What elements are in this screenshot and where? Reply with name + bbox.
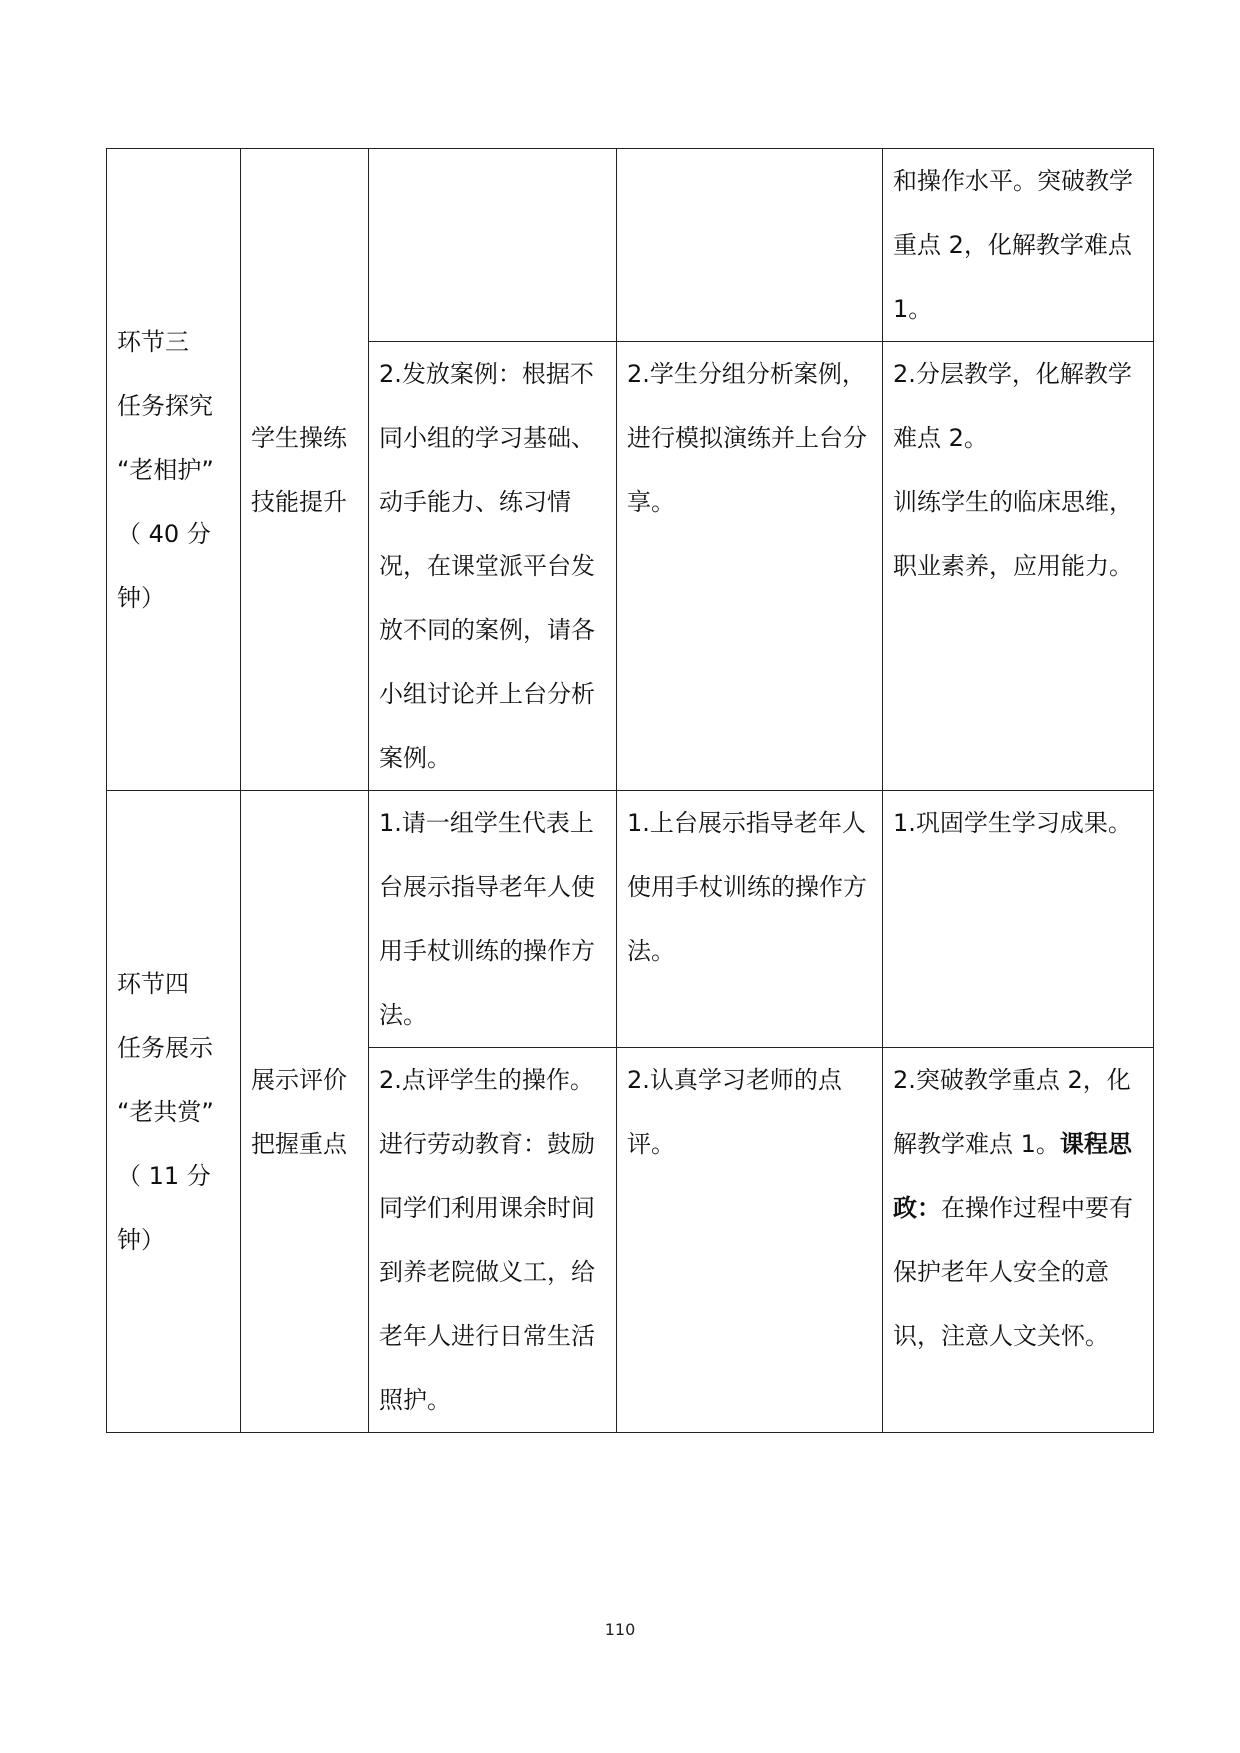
design-intent-cell	[883, 342, 1154, 791]
table-row	[107, 149, 1154, 342]
design-intent-lead: 2.突破教学重点 2，化解教学难点 1。	[893, 1066, 1131, 1158]
teacher-activity-text: 2.点评学生的操作。	[379, 1066, 594, 1094]
teacher-activity-text: 2.发放案例：根据不同小组的学习基础、动手能力、练习情况，在课堂派平台发放不同的案例，请各小组讨论并上台分析案例。	[379, 360, 595, 772]
lesson-plan-table	[106, 148, 1154, 1433]
stage-title: 任务探究	[117, 391, 213, 420]
design-intent-text: 训练学生的临床思维，职业素养，应用能力。	[893, 488, 1133, 580]
table-row	[107, 791, 1154, 1048]
design-intent-text: 和操作水平。突破教学重点 2，化解教学难点 1。	[893, 167, 1133, 323]
page-number: 110	[604, 1620, 636, 1639]
stage-label: 环节三	[117, 327, 189, 356]
teacher-activity-cell	[369, 342, 617, 791]
design-intent-text	[893, 1048, 1145, 1368]
ideology-label: 课程思政：	[893, 1130, 1132, 1222]
stage-duration: （ 40 分	[117, 519, 211, 548]
goal-line: 展示评价	[251, 1065, 347, 1094]
goal-line: 学生操练	[251, 423, 347, 452]
student-activity-cell	[617, 342, 883, 791]
teacher-activity-cell	[369, 791, 617, 1048]
student-activity-text: 2.学生分组分析案例，进行模拟演练并上台分享。	[627, 360, 867, 516]
student-activity-cell	[617, 1048, 883, 1433]
design-intent-detail: 在操作过程中要有保护老年人安全的意识，注意人文关怀。	[893, 1194, 1133, 1350]
goal-cell-section4	[241, 791, 369, 1433]
student-activity-text: 2.认真学习老师的点评。	[627, 1066, 842, 1158]
teacher-activity-text: 1.请一组学生代表上台展示指导老年人使用手杖训练的操作方法。	[379, 809, 595, 1029]
student-activity-text: 1.上台展示指导老年人使用手杖训练的操作方法。	[627, 809, 867, 965]
stage-title: 任务展示	[117, 1033, 213, 1062]
design-intent-text: 1.巩固学生学习成果。	[893, 809, 1132, 837]
stage-cell-section4	[107, 791, 241, 1433]
goal-cell-section3	[241, 149, 369, 791]
stage-cell-section3	[107, 149, 241, 791]
teacher-activity-cell	[369, 1048, 617, 1433]
teacher-activity-text: 进行劳动教育：鼓励同学们利用课余时间到养老院做义工，给老年人进行日常生活照护。	[379, 1130, 595, 1414]
stage-duration-unit: 钟）	[117, 583, 165, 612]
design-intent-cell	[883, 149, 1154, 342]
student-activity-cell	[617, 791, 883, 1048]
stage-duration: （ 11 分	[117, 1161, 211, 1190]
stage-nickname: “老相护”	[117, 455, 214, 484]
teacher-activity-cell	[369, 149, 617, 342]
goal-line: 技能提升	[251, 487, 347, 516]
design-intent-cell	[883, 1048, 1154, 1433]
stage-label: 环节四	[117, 969, 189, 998]
design-intent-cell	[883, 791, 1154, 1048]
design-intent-text: 2.分层教学，化解教学难点 2。	[893, 360, 1132, 452]
student-activity-cell	[617, 149, 883, 342]
stage-nickname: “老共赏”	[117, 1097, 214, 1126]
stage-duration-unit: 钟）	[117, 1225, 165, 1254]
goal-line: 把握重点	[251, 1129, 347, 1158]
